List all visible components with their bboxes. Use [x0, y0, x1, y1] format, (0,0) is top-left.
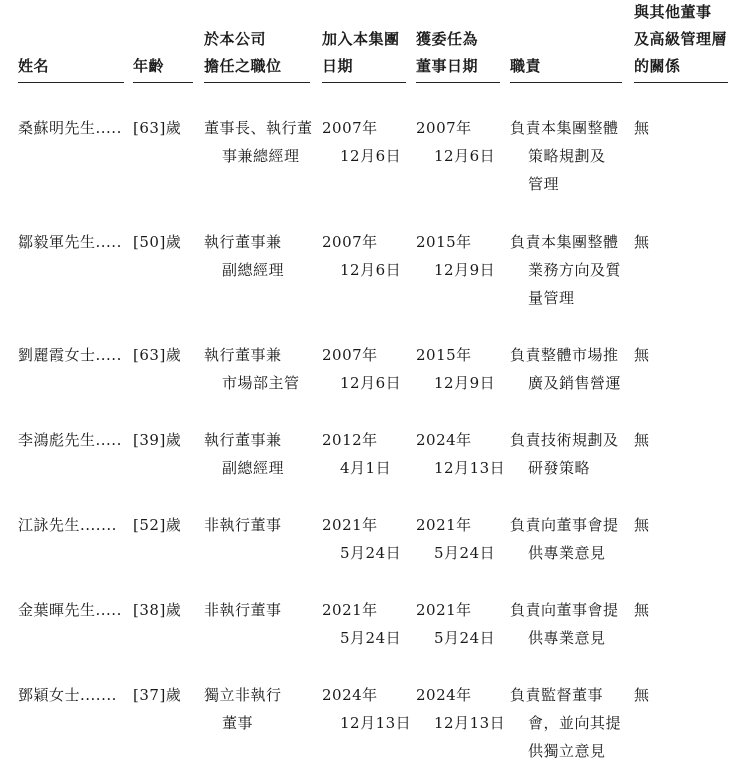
cell-line: 負責本集團整體: [510, 233, 619, 251]
cell-line: 董事長、執行董: [204, 119, 313, 137]
cell-text: 無: [634, 346, 650, 364]
cell-line: 市場部主管: [222, 374, 300, 392]
cell-line: 副總經理: [222, 459, 285, 477]
cell-position: [204, 511, 282, 539]
cell-text: 桑蘇明先生.....: [18, 119, 122, 137]
cell-appoint-date: [416, 511, 495, 567]
cell-text: 李鴻彪先生.....: [18, 431, 122, 449]
cell-appoint-date: [416, 681, 505, 737]
cell-appoint-date: [416, 596, 495, 652]
cell-line: 4月1日: [340, 459, 392, 477]
cell-line: 廣及銷售營運: [528, 374, 622, 392]
cell-duties: [510, 341, 621, 397]
cell-line: 12月9日: [434, 261, 496, 279]
cell-line: 研發策略: [528, 459, 591, 477]
cell-line: 量管理: [528, 289, 575, 307]
cell-line: 會，並向其提: [528, 714, 622, 732]
cell-relationship: [634, 596, 650, 624]
header-line: 及高級管理層: [634, 30, 728, 48]
cell-position: [204, 114, 313, 170]
cell-appoint-date: [416, 341, 495, 397]
cell-name: [18, 511, 117, 539]
header-line: 於本公司: [204, 30, 267, 48]
header-rule-join-date: [322, 82, 406, 83]
cell-position: [204, 681, 282, 737]
cell-line: 2007年: [322, 119, 378, 137]
cell-relationship: [634, 511, 650, 539]
header-rule-age: [133, 82, 193, 83]
cell-name: [18, 426, 122, 454]
cell-age: [133, 596, 181, 624]
header-line: 年齡: [133, 57, 165, 75]
cell-name: [18, 681, 117, 709]
cell-position: [204, 341, 300, 397]
header-rule-position: [204, 82, 310, 83]
cell-line: 非執行董事: [204, 516, 282, 534]
cell-line: 12月13日: [340, 714, 412, 732]
cell-line: 2021年: [416, 601, 472, 619]
cell-line: 2012年: [322, 431, 378, 449]
cell-text: 劉麗霞女士.....: [18, 346, 122, 364]
header-rule-appoint-date: [416, 82, 500, 83]
cell-age: [133, 114, 181, 142]
cell-line: 2007年: [416, 119, 472, 137]
cell-line: 12月13日: [434, 459, 506, 477]
cell-line: 非執行董事: [204, 601, 282, 619]
cell-line: 12月6日: [434, 147, 496, 165]
cell-line: 負責監督董事: [510, 686, 604, 704]
header-rule-relationship: [634, 82, 728, 83]
cell-text: [39]歲: [133, 431, 182, 449]
cell-text: 無: [634, 516, 650, 534]
header-line: 姓名: [18, 57, 50, 75]
cell-text: 鄒毅軍先生.....: [18, 233, 122, 251]
cell-line: 執行董事兼: [204, 233, 282, 251]
cell-age: [133, 426, 181, 454]
cell-text: [50]歲: [133, 233, 182, 251]
cell-text: 無: [634, 431, 650, 449]
cell-line: 2015年: [416, 233, 472, 251]
cell-line: 執行董事兼: [204, 346, 282, 364]
cell-line: 2007年: [322, 233, 378, 251]
cell-line: 負責本集團整體: [510, 119, 619, 137]
cell-relationship: [634, 228, 650, 256]
header-line: 與其他董事: [634, 3, 712, 21]
cell-position: [204, 596, 282, 624]
cell-join-date: [322, 681, 411, 737]
header-appoint-date: [416, 26, 478, 80]
cell-line: 12月6日: [340, 374, 402, 392]
cell-name: [18, 341, 122, 369]
header-position: [204, 26, 282, 80]
cell-relationship: [634, 426, 650, 454]
cell-age: [133, 341, 181, 369]
cell-line: 副總經理: [222, 261, 285, 279]
cell-join-date: [322, 114, 401, 170]
cell-line: 策略規劃及: [528, 147, 606, 165]
cell-duties: [510, 114, 619, 198]
cell-age: [133, 511, 181, 539]
cell-text: [38]歲: [133, 601, 182, 619]
cell-line: 2024年: [416, 686, 472, 704]
cell-join-date: [322, 228, 401, 284]
cell-line: 12月13日: [434, 714, 506, 732]
cell-name: [18, 114, 122, 142]
cell-duties: [510, 511, 619, 567]
cell-duties: [510, 426, 619, 482]
cell-relationship: [634, 341, 650, 369]
header-relationship: [634, 0, 727, 80]
cell-text: 江詠先生.......: [18, 516, 117, 534]
header-rule-duties: [510, 82, 622, 83]
cell-age: [133, 681, 181, 709]
cell-line: 董事: [222, 714, 254, 732]
cell-line: 2015年: [416, 346, 472, 364]
cell-join-date: [322, 511, 401, 567]
header-line: 董事日期: [416, 57, 479, 75]
cell-appoint-date: [416, 114, 495, 170]
header-duties: [510, 53, 541, 80]
cell-line: 2024年: [416, 431, 472, 449]
cell-line: 12月6日: [340, 147, 402, 165]
cell-line: 供專業意見: [528, 629, 606, 647]
cell-text: 無: [634, 233, 650, 251]
cell-appoint-date: [416, 228, 495, 284]
cell-text: 金葉暉先生.....: [18, 601, 122, 619]
header-name: [18, 53, 49, 80]
cell-line: 2021年: [322, 601, 378, 619]
cell-line: 執行董事兼: [204, 431, 282, 449]
cell-line: 5月24日: [340, 544, 402, 562]
header-line: 加入本集團: [322, 30, 400, 48]
header-line: 的關係: [634, 57, 681, 75]
cell-line: 供獨立意見: [528, 742, 606, 760]
cell-duties: [510, 681, 621, 765]
cell-duties: [510, 228, 621, 312]
cell-line: 2021年: [322, 516, 378, 534]
cell-line: 管理: [528, 175, 560, 193]
cell-duties: [510, 596, 619, 652]
cell-line: 獨立非執行: [204, 686, 282, 704]
cell-name: [18, 228, 122, 256]
cell-line: 負責技術規劃及: [510, 431, 619, 449]
cell-line: 5月24日: [434, 544, 496, 562]
cell-line: 業務方向及質: [528, 261, 622, 279]
cell-join-date: [322, 596, 401, 652]
cell-line: 5月24日: [340, 629, 402, 647]
header-line: 日期: [322, 57, 354, 75]
cell-text: [37]歲: [133, 686, 182, 704]
cell-text: 鄧穎女士.......: [18, 686, 117, 704]
cell-line: 事兼總經理: [222, 147, 300, 165]
cell-line: 2024年: [322, 686, 378, 704]
cell-text: 無: [634, 119, 650, 137]
header-line: 職責: [510, 57, 542, 75]
cell-line: 2007年: [322, 346, 378, 364]
header-line: 擔任之職位: [204, 57, 282, 75]
cell-line: 負責向董事會提: [510, 516, 619, 534]
cell-line: 2021年: [416, 516, 472, 534]
cell-line: 供專業意見: [528, 544, 606, 562]
cell-line: 負責向董事會提: [510, 601, 619, 619]
cell-name: [18, 596, 122, 624]
header-rule-name: [18, 82, 124, 83]
header-line: 獲委任為: [416, 30, 479, 48]
cell-line: 負責整體市場推: [510, 346, 619, 364]
cell-text: 無: [634, 686, 650, 704]
cell-text: [63]歲: [133, 119, 182, 137]
cell-text: 無: [634, 601, 650, 619]
cell-line: 5月24日: [434, 629, 496, 647]
header-join-date: [322, 26, 400, 80]
cell-relationship: [634, 681, 650, 709]
header-age: [133, 53, 164, 80]
cell-position: [204, 228, 284, 284]
cell-relationship: [634, 114, 650, 142]
cell-text: [63]歲: [133, 346, 182, 364]
cell-line: 12月6日: [340, 261, 402, 279]
cell-appoint-date: [416, 426, 505, 482]
cell-age: [133, 228, 181, 256]
cell-line: 12月9日: [434, 374, 496, 392]
cell-position: [204, 426, 284, 482]
cell-text: [52]歲: [133, 516, 182, 534]
cell-join-date: [322, 341, 401, 397]
cell-join-date: [322, 426, 391, 482]
